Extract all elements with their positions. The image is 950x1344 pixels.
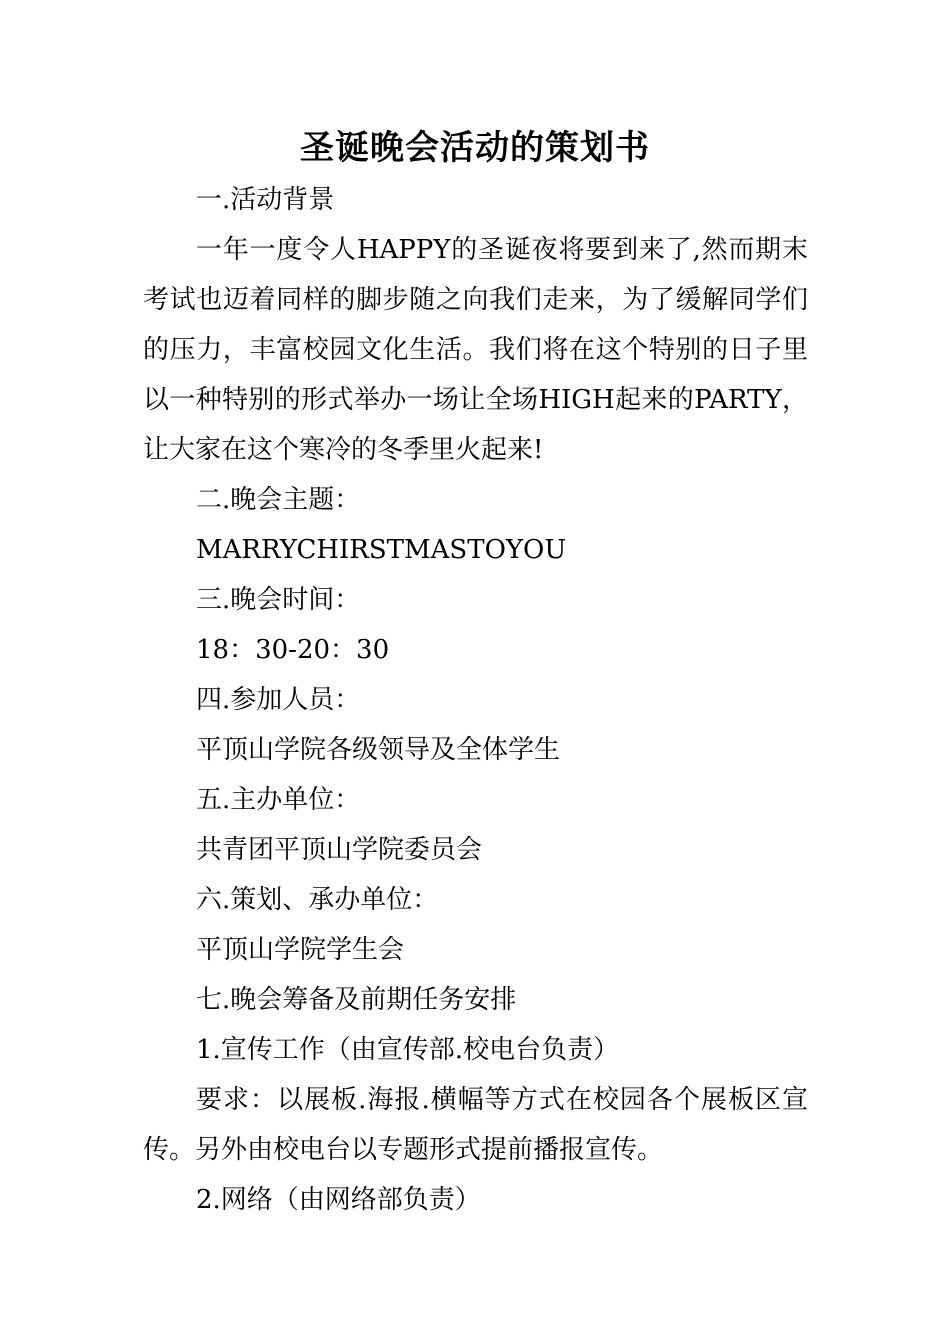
section-heading-planner: 六.策划、承办单位：	[196, 885, 439, 915]
section-heading-participants: 四.参加人员：	[196, 685, 361, 715]
document-body	[143, 175, 808, 1225]
time-value: 18：30-20：30	[196, 635, 390, 665]
participants-value: 平顶山学院各级领导及全体学生	[196, 735, 561, 765]
planner-value: 平顶山学院学生会	[196, 935, 405, 965]
theme-value: MARRYCHIRSTMASTOYOU	[196, 535, 567, 565]
background-paragraph: 一年一度令人HAPPY的圣诞夜将要到来了,然而期末考试也迈着同样的脚步随之向我们走来，为了缓解同学们的压力，丰富校园文化生活。我们将在这个特别的日子里以一种特别的形式举办一场让全场HIGH起来的PARTY，让大家在这个寒冷的冬季里火起来!	[143, 235, 808, 465]
organizer-value: 共青团平顶山学院委员会	[196, 835, 483, 865]
section-heading-organizer: 五.主办单位：	[196, 785, 361, 815]
task-publicity-heading: 1.宣传工作（由宣传部.校电台负责）	[196, 1035, 620, 1065]
document-title: 圣诞晚会活动的策划书	[300, 128, 650, 168]
task-publicity-requirements: 要求：以展板.海报.横幅等方式在校园各个展板区宣传。另外由校电台以专题形式提前播报宣传。	[143, 1085, 808, 1165]
section-heading-background: 一.活动背景	[196, 185, 335, 215]
section-heading-preparation: 七.晚会筹备及前期任务安排	[196, 985, 517, 1015]
task-network-heading: 2.网络（由网络部负责）	[196, 1185, 481, 1215]
section-heading-theme: 二.晚会主题：	[196, 485, 361, 515]
section-heading-time: 三.晚会时间：	[196, 585, 361, 615]
